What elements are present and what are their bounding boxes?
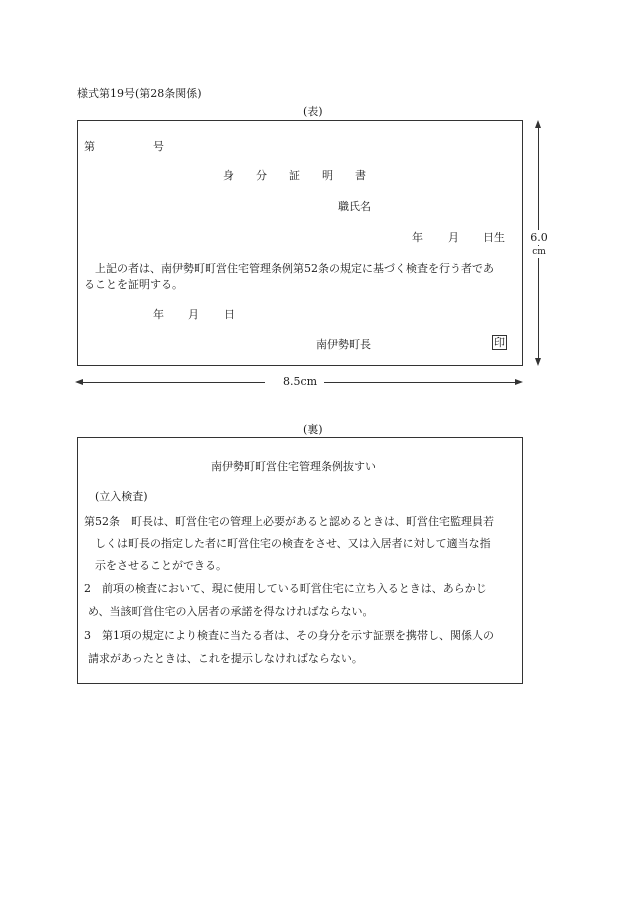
- front-heading: (表): [303, 105, 323, 118]
- number-suffix: 号: [153, 140, 164, 153]
- height-arrow-bottom-icon: [535, 358, 541, 366]
- paragraph-2-line-1: 2 前項の検査において、現に使用している町営住宅に立ち入るときは、あらかじ: [84, 582, 487, 595]
- section-heading: (立入検査): [95, 490, 148, 503]
- number-prefix: 第: [84, 140, 95, 153]
- birth-month-label: 月: [448, 231, 459, 244]
- card-title: 身 分 証 明 書: [223, 169, 366, 182]
- height-value: 6.0: [530, 231, 548, 244]
- statement-line-1: 上記の者は、南伊勢町町営住宅管理条例第52条の規定に基づく検査を行う者であ: [95, 262, 494, 275]
- height-unit: cm: [530, 246, 548, 258]
- article-52-line-3: 示をさせることができる。: [95, 559, 227, 572]
- article-52-line-2: しくは町長の指定した者に町営住宅の検査をさせ、又は入居者に対して適当な指: [95, 537, 491, 550]
- birth-year-label: 年: [412, 231, 423, 244]
- excerpt-title: 南伊勢町町営住宅管理条例抜すい: [211, 460, 376, 473]
- name-label: 職氏名: [338, 200, 371, 213]
- width-arrow-line-left: [81, 382, 265, 383]
- form-title: 様式第19号(第28条関係): [77, 87, 202, 100]
- article-52-line-1: 第52条 町長は、町営住宅の管理上必要があると認めるときは、町営住宅監理員若: [84, 515, 494, 528]
- width-arrow-right-icon: [515, 379, 523, 385]
- issuer-name: 南伊勢町長: [316, 338, 371, 351]
- birth-day-label: 日生: [483, 231, 505, 244]
- width-arrow-line-right: [324, 382, 517, 383]
- seal-mark: 印: [494, 336, 505, 349]
- back-heading: (裏): [303, 423, 323, 436]
- width-value: 8.5cm: [283, 375, 318, 388]
- statement-line-2: ることを証明する。: [84, 278, 183, 291]
- paragraph-3-line-2: 請求があったときは、これを提示しなければならない。: [88, 652, 363, 665]
- paragraph-2-line-2: め、当該町営住宅の入居者の承諾を得なければならない。: [88, 605, 374, 618]
- issue-month-label: 月: [188, 308, 199, 321]
- paragraph-3-line-1: 3 第1項の規定により検査に当たる者は、その身分を示す証票を携帯し、関係人の: [84, 629, 494, 642]
- issue-year-label: 年: [153, 308, 164, 321]
- issue-day-label: 日: [224, 308, 235, 321]
